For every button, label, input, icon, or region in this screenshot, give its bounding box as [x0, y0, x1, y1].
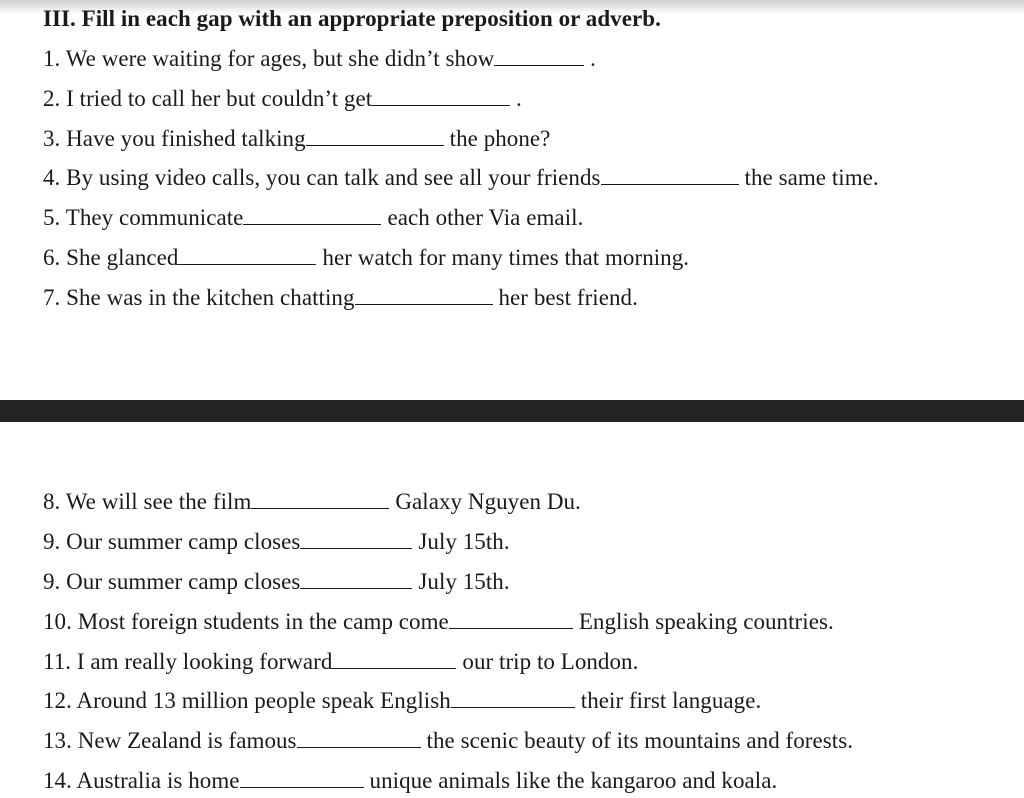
item-text-before: 14. Australia is home [43, 768, 240, 793]
answer-blank-8[interactable] [251, 490, 389, 509]
answer-blank-3[interactable] [306, 127, 444, 146]
exercise-item-5 [43, 204, 583, 232]
answer-blank-4[interactable] [601, 166, 739, 185]
item-text-after: her watch for many times that morning. [322, 245, 690, 270]
exercise-item-10 [43, 608, 834, 636]
answer-blank-11[interactable] [332, 650, 456, 669]
item-text-after: the scenic beauty of its mountains and forests. [426, 728, 854, 753]
exercise-item-6 [43, 244, 689, 272]
exercise-item-1 [43, 45, 596, 73]
answer-blank-7[interactable] [355, 286, 493, 305]
item-text-before: 5. They communicate [43, 205, 244, 230]
item-text-before: 13. New Zealand is famous [43, 728, 297, 753]
item-text-after: the same time. [744, 165, 879, 190]
item-text-after: . [510, 86, 522, 111]
item-text-after: each other Via email. [387, 205, 584, 230]
item-text-before: 9. Our summer camp closes [43, 569, 301, 594]
answer-blank-5[interactable] [243, 206, 381, 225]
item-text-after: unique animals like the kangaroo and koala. [369, 768, 778, 793]
answer-blank-14[interactable] [240, 769, 364, 788]
exercise-item-11 [43, 648, 638, 676]
exercise-item-8 [43, 488, 581, 516]
answer-blank-2[interactable] [372, 87, 510, 106]
item-text-before: 9. Our summer camp closes [43, 529, 301, 554]
item-text-before: 1. We were waiting for ages, but she didn’t show [43, 46, 495, 71]
item-text-before: 2. I tried to call her but couldn’t get [43, 86, 373, 111]
answer-blank-13[interactable] [297, 729, 421, 748]
item-text-before: 10. Most foreign students in the camp come [43, 609, 449, 634]
page-separator [0, 400, 1024, 422]
exercise-item-3 [43, 125, 550, 153]
item-text-after: her best friend. [498, 285, 638, 310]
exercise-item-14 [43, 767, 777, 795]
item-text-before: 7. She was in the kitchen chatting [43, 285, 355, 310]
exercise-item-7 [43, 284, 638, 312]
item-text-before: 4. By using video calls, you can talk and see all your friends [43, 165, 601, 190]
item-text-after: July 15th. [418, 529, 510, 554]
item-text-before: 6. She glanced [43, 245, 179, 270]
exercise-item-13 [43, 727, 853, 755]
answer-blank-9[interactable] [300, 530, 412, 549]
item-text-before: 12. Around 13 million people speak English [43, 688, 451, 713]
exercise-item-2 [43, 85, 522, 113]
exercise-heading: III. Fill in each gap with an appropriate preposition or adverb. [43, 6, 661, 31]
answer-blank-1[interactable] [494, 47, 584, 66]
answer-blank-6[interactable] [178, 246, 316, 265]
item-text-after: the phone? [449, 126, 551, 151]
item-text-after: . [584, 46, 596, 71]
item-text-after: their first language. [580, 688, 762, 713]
item-text-after: July 15th. [418, 569, 510, 594]
exercise-item-9-duplicate [43, 568, 510, 596]
item-text-after: English speaking countries. [578, 609, 834, 634]
item-text-after: our trip to London. [462, 649, 639, 674]
worksheet-page-bottom [0, 422, 1024, 798]
item-text-before: 8. We will see the film [43, 489, 252, 514]
item-text-after: Galaxy Nguyen Du. [395, 489, 581, 514]
exercise-item-12 [43, 687, 761, 715]
answer-blank-12[interactable] [451, 689, 575, 708]
item-text-before: 11. I am really looking forward [43, 649, 333, 674]
answer-blank-10[interactable] [449, 610, 573, 629]
answer-blank-9b[interactable] [300, 570, 412, 589]
exercise-item-4 [43, 164, 879, 192]
item-text-before: 3. Have you finished talking [43, 126, 306, 151]
exercise-item-9 [43, 528, 510, 556]
